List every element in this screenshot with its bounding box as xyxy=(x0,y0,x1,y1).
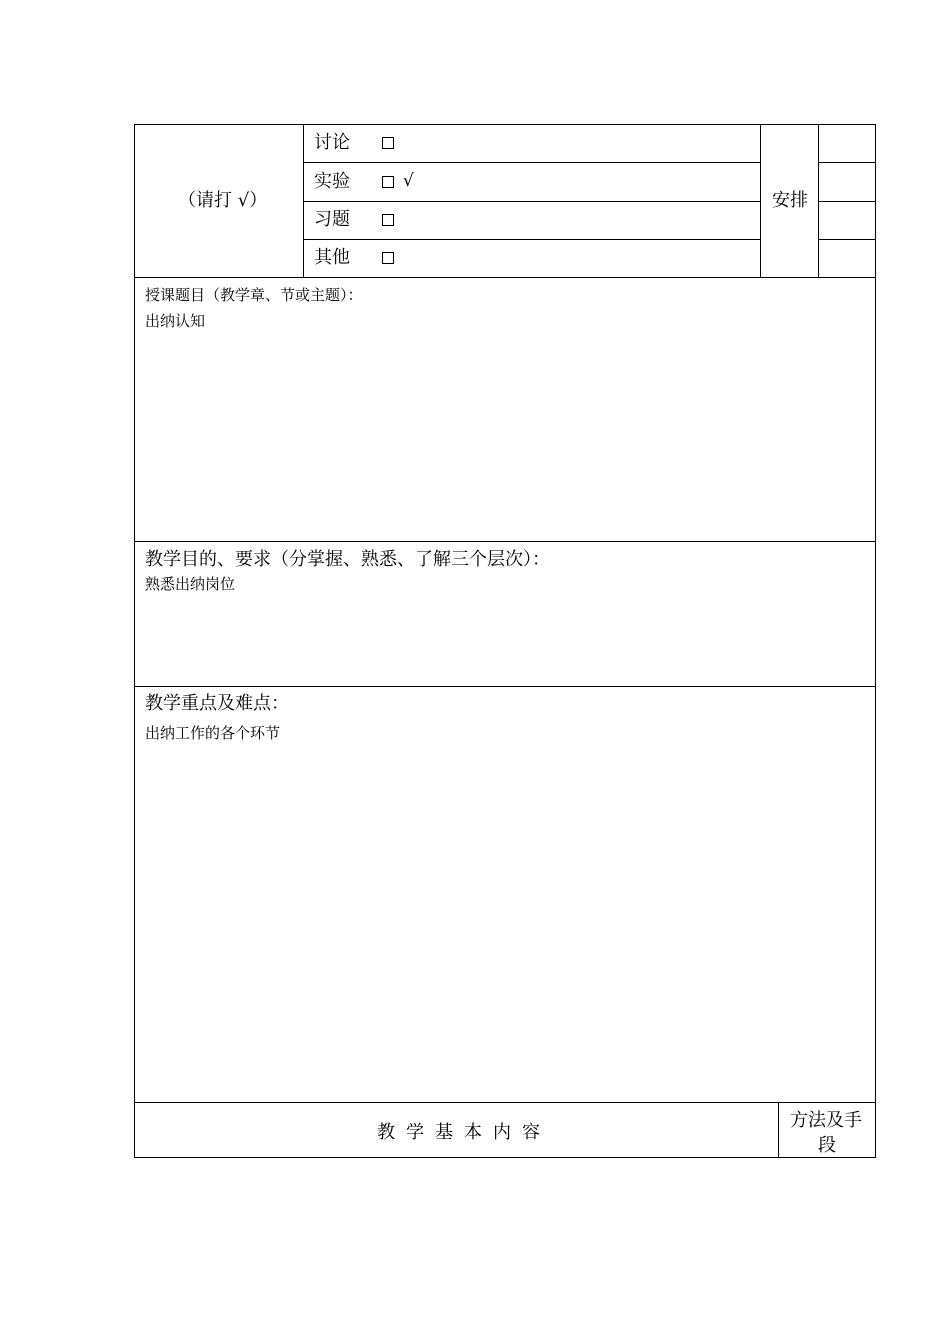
divider xyxy=(818,201,876,202)
divider xyxy=(134,1102,876,1103)
method-header-line2: 段 xyxy=(818,1135,836,1156)
objectives-value: 熟悉出纳岗位 xyxy=(145,575,236,593)
divider xyxy=(778,1102,779,1158)
option-label: 实验 xyxy=(314,171,350,192)
checkbox-experiment[interactable] xyxy=(382,176,394,188)
option-label: 讨论 xyxy=(314,132,350,153)
key-points-value: 出纳工作的各个环节 xyxy=(145,724,281,742)
lesson-plan-table xyxy=(134,124,876,1158)
divider xyxy=(303,239,761,240)
divider xyxy=(134,686,876,687)
divider xyxy=(303,162,761,163)
option-experiment xyxy=(314,173,350,191)
divider xyxy=(134,277,876,278)
check-mark: √ xyxy=(403,171,414,191)
option-discussion xyxy=(314,134,350,152)
objectives-label: 教学目的、要求（分掌握、熟悉、了解三个层次）： xyxy=(145,549,550,570)
checkbox-other[interactable] xyxy=(382,252,394,264)
checkbox-exercise[interactable] xyxy=(382,214,394,226)
divider xyxy=(303,201,761,202)
check-instruction: （请打 √） xyxy=(178,190,268,211)
topic-label: 授课题目（教学章、节或主题）： xyxy=(145,286,363,304)
divider xyxy=(134,541,876,542)
divider xyxy=(818,239,876,240)
option-other xyxy=(314,249,350,267)
option-label: 其他 xyxy=(314,247,350,268)
method-header-line1: 方法及手 xyxy=(790,1110,862,1131)
option-label: 习题 xyxy=(314,209,350,230)
content-header: 教学基本内容 xyxy=(377,1122,551,1143)
option-exercise xyxy=(314,211,350,229)
topic-value: 出纳认知 xyxy=(145,312,206,330)
key-points-label: 教学重点及难点： xyxy=(145,693,289,714)
arrangement-label: 安排 xyxy=(772,190,808,211)
checkbox-discussion[interactable] xyxy=(382,137,394,149)
divider xyxy=(818,162,876,163)
